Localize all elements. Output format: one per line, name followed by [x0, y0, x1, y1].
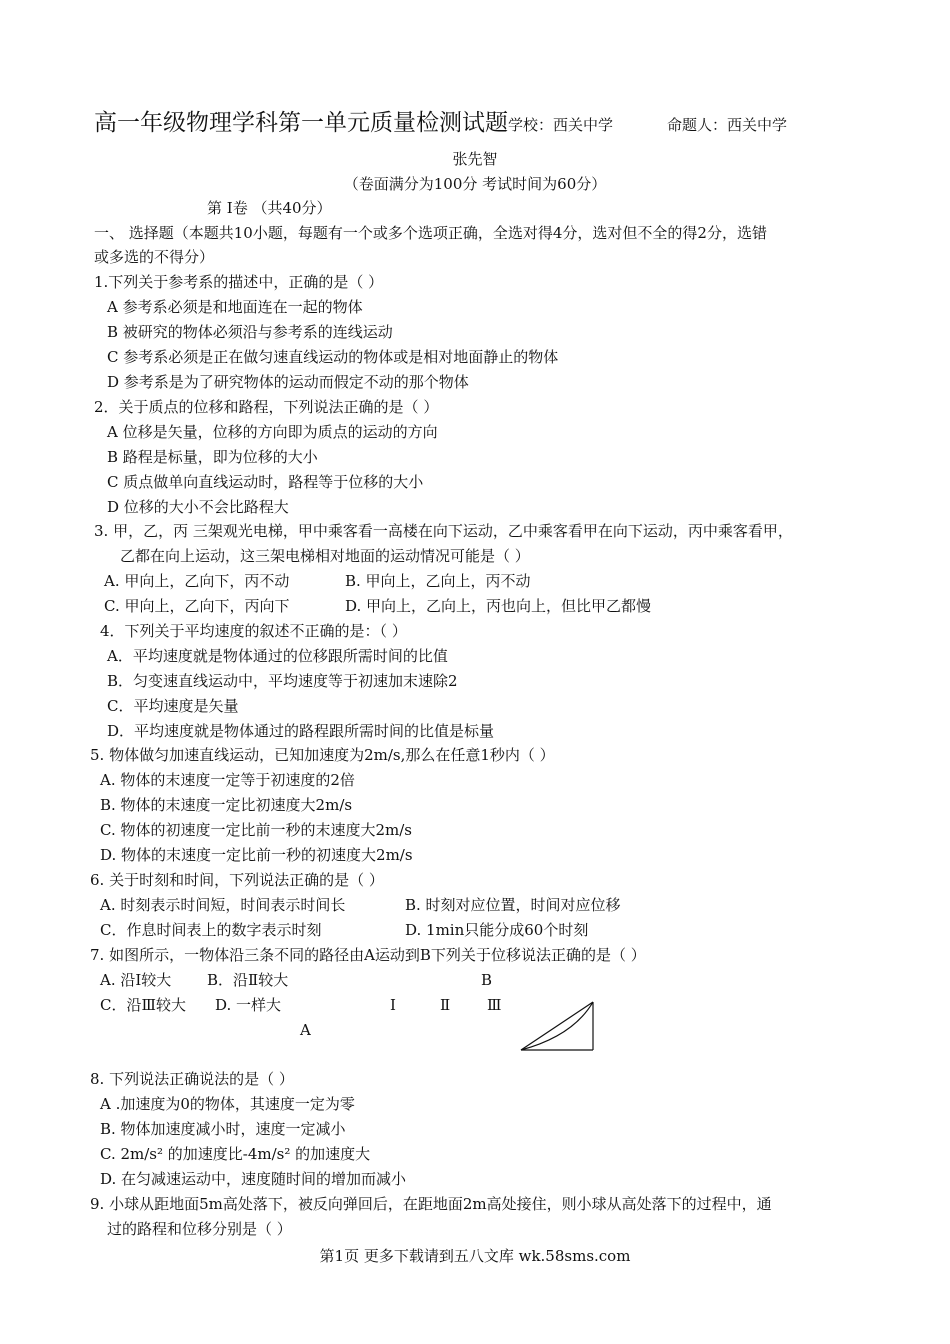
- q1-option-b: B 被研究的物体必须沿与参考系的连线运动: [107, 323, 393, 341]
- q8-option-b: B. 物体加速度减小时，速度一定减小: [100, 1120, 346, 1138]
- q3-option-b: B. 甲向上，乙向上，丙不动: [345, 572, 531, 590]
- q3-stem-1: 3. 甲，乙，丙 三架观光电梯，甲中乘客看一高楼在向下运动，乙中乘客看甲在向下运动，丙中乘客看甲，: [94, 522, 793, 540]
- figure-path-1-label: Ⅰ: [390, 996, 396, 1014]
- q9-stem-2: 过的路程和位移分别是（ ）: [107, 1220, 292, 1238]
- q6-option-a: A. 时刻表示时间短，时间表示时间长: [100, 896, 346, 914]
- score-note: （卷面满分为100分 考试时间为60分）: [343, 175, 607, 193]
- q1-stem: 1.下列关于参考系的描述中，正确的是（ ）: [94, 273, 384, 291]
- q4-stem: 4．下列关于平均速度的叙述不正确的是：（ ）: [100, 622, 407, 640]
- q8-option-c: C. 2m/s² 的加速度比-4m/s² 的加速度大: [100, 1145, 371, 1163]
- q4-option-c: C．平均速度是矢量: [107, 697, 239, 715]
- q4-option-b: B．匀变速直线运动中，平均速度等于初速加末速除2: [107, 672, 458, 690]
- q2-option-a: A 位移是矢量，位移的方向即为质点的运动的方向: [107, 423, 438, 441]
- q8-stem: 8. 下列说法正确说法的是（ ）: [90, 1070, 294, 1088]
- section-instructions-1: 一、 选择题（本题共10小题，每题有一个或多个选项正确，全选对得4分，选对但不全的得2分，选错: [94, 224, 767, 242]
- q6-option-b: B. 时刻对应位置，时间对应位移: [405, 896, 621, 914]
- q7-option-b: B．沿Ⅱ较大: [207, 971, 289, 989]
- q8-option-d: D. 在匀减速运动中，速度随时间的增加而减小: [100, 1170, 407, 1188]
- q2-option-b: B 路程是标量，即为位移的大小: [107, 448, 318, 466]
- q2-option-c: C 质点做单向直线运动时，路程等于位移的大小: [107, 473, 424, 491]
- q6-option-c: C．作息时间表上的数字表示时刻: [100, 921, 322, 939]
- q3-option-a: A. 甲向上，乙向下，丙不动: [104, 572, 290, 590]
- figure-path-2-label: Ⅱ: [440, 996, 451, 1014]
- q5-option-c: C. 物体的初速度一定比前一秒的末速度大2m/s: [100, 821, 412, 839]
- header-line: [94, 108, 787, 140]
- figure-label-a: A: [300, 1021, 311, 1039]
- q7-option-a: A. 沿Ⅰ较大: [100, 971, 172, 989]
- q5-stem: 5. 物体做匀加速直线运动，已知加速度为2m/s,那么在任意1秒内（ ）: [90, 746, 555, 764]
- exam-title: 高一年级物理学科第一单元质量检测试题: [94, 110, 508, 136]
- q2-stem: 2．关于质点的位移和路程，下列说法正确的是（ ）: [94, 398, 439, 416]
- school-label: 学校：西关中学: [508, 116, 614, 134]
- q5-option-b: B. 物体的末速度一定比初速度大2m/s: [100, 796, 353, 814]
- q4-option-a: A．平均速度就是物体通过的位移跟所需时间的比值: [107, 647, 448, 665]
- q1-option-d: D 参考系是为了研究物体的运动而假定不动的那个物体: [107, 373, 469, 391]
- path-diagram: [515, 1000, 605, 1056]
- section-instructions-2: 或多选的不得分）: [94, 248, 215, 266]
- q9-stem-1: 9. 小球从距地面5m高处落下，被反向弹回后，在距地面2m高处接住，则小球从高处落下的过程中，通: [90, 1195, 772, 1213]
- q6-option-d: D. 1min只能分成60个时刻: [405, 921, 589, 939]
- q7-option-d: D. 一样大: [215, 996, 282, 1014]
- part-heading: 第 Ⅰ卷 （共40分）: [207, 199, 332, 217]
- q7-option-c: C．沿Ⅲ较大: [100, 996, 186, 1014]
- q1-option-a: A 参考系必须是和地面连在一起的物体: [107, 298, 363, 316]
- q8-option-a: A .加速度为0的物体，其速度一定为零: [100, 1095, 355, 1113]
- q3-option-c: C. 甲向上，乙向下，丙向下: [104, 597, 290, 615]
- q2-option-d: D 位移的大小不会比路程大: [107, 498, 289, 516]
- q1-option-c: C 参考系必须是正在做匀速直线运动的物体或是相对地面静止的物体: [107, 348, 559, 366]
- page-footer: 第1页 更多下载请到五八文库 wk.58sms.com: [319, 1247, 631, 1265]
- q5-option-d: D. 物体的末速度一定比前一秒的初速度大2m/s: [100, 846, 413, 864]
- q3-stem-2: 乙都在向上运动，这三架电梯相对地面的运动情况可能是（ ）: [120, 547, 530, 565]
- q3-option-d: D. 甲向上，乙向上，丙也向上，但比甲乙都慢: [345, 597, 652, 615]
- diagram-straight-path: [521, 1002, 593, 1050]
- q6-stem: 6. 关于时刻和时间，下列说法正确的是（ ）: [90, 871, 384, 889]
- figure-label-b: B: [481, 971, 493, 989]
- q4-option-d: D．平均速度就是物体通过的路程跟所需时间的比值是标量: [107, 722, 495, 740]
- q5-option-a: A. 物体的末速度一定等于初速度的2倍: [100, 771, 355, 789]
- author-label: 命题人：西关中学: [667, 116, 788, 134]
- author-name: 张先智: [452, 150, 498, 168]
- q7-stem: 7. 如图所示，一物体沿三条不同的路径由A运动到B下列关于位移说法正确的是（ ）: [90, 946, 646, 964]
- figure-path-3-label: Ⅲ: [487, 996, 502, 1014]
